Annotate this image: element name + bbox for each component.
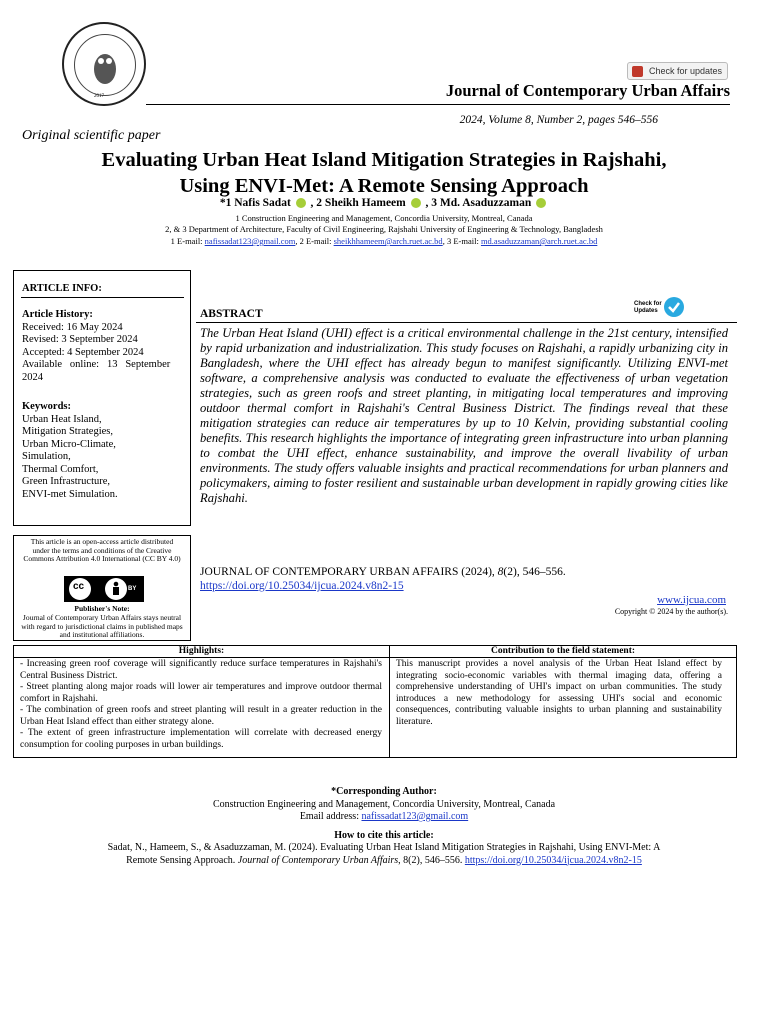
header-rule [146, 104, 730, 105]
orcid-icon[interactable] [536, 198, 546, 208]
publisher-note: Journal of Contemporary Urban Affairs stays neutral with regard to jurisdictional claims in published maps and institutional affiliations. [21, 613, 183, 639]
journal-logo [62, 22, 146, 106]
checkmark-icon [664, 297, 684, 317]
corresponding-affiliation: Construction Engineering and Management, Concordia University, Montreal, Canada [212, 798, 556, 810]
email-link[interactable]: sheikhhameem@arch.ruet.ac.bd [333, 236, 443, 246]
info-rule [21, 297, 184, 298]
revised-date: Revised: 3 September 2024 [22, 334, 138, 345]
article-history [22, 309, 186, 384]
check-updates-badge[interactable] [634, 297, 686, 317]
keyword-item: Green Infrastructure, [22, 476, 111, 487]
owl-emblem-icon [74, 34, 136, 96]
citation-journal: JOURNAL OF CONTEMPORARY URBAN AFFAIRS (2024), [200, 566, 495, 578]
copyright: Copyright © 2024 by the author(s). [614, 607, 728, 616]
orcid-icon[interactable] [296, 198, 306, 208]
paper-type: Original scientific paper [22, 128, 161, 143]
author-emails [0, 236, 768, 246]
keyword-item: ENVI-met Simulation. [22, 488, 118, 500]
paper-title [0, 147, 768, 199]
abstract-text: The Urban Heat Island (UHI) effect is a critical environmental challenge in the 21st century, intensified by rapid urbanization and industrialization. This study focuses on Rajshahi, a rapidly urbanizing city in Bangladesh, where the UHI effect has already begun to manifest significantly. Utilizing ENVI-met software, a comprehensive analysis was conducted to evaluate the effectiveness of urban vegetation strategies, such as green roofs and street planting, in mitigating local temperatures and improving outdoor thermal comfort in Rajshahi's Central Business District. The findings reveal that these mitigation strategies can reduce air temperatures by up to 10 Kelvin, providing substantial cooling benefits. This research highlights the importance of integrating green infrastructure into urban planning to combat the UHI effect, enhance sustainability, and improve the overall livability of urban environments. The study offers valuable insights and practical recommendations for urban planners and policymakers, aiming to foster resilient and sustainable urban development in rapidly growing cities like Rajshahi. [200, 326, 728, 505]
author-2: , 2 Sheikh Hameem [310, 197, 406, 209]
corresponding-email-link[interactable]: nafissadat123@gmail.com [361, 811, 469, 822]
cite-doi-link[interactable]: https://doi.org/10.25034/ijcua.2024.v8n2-15 [464, 854, 642, 866]
corresponding-heading: *Corresponding Author: [331, 786, 437, 797]
corresponding-email-line [0, 811, 768, 824]
accepted-date: Accepted: 4 September 2024 [22, 346, 144, 358]
license-text: This article is an open-access article distributed under the terms and conditions of the Creative Commons Attribution 4.0 International (CC BY 4.0) [23, 537, 181, 563]
list-item: - The extent of green infrastructure implementation will correlate with decreased energy consumption for cooling purposes in urban buildings. [20, 728, 382, 750]
keyword-item: Urban Heat Island, [22, 413, 102, 425]
by-label: BY [128, 586, 137, 592]
available-year: 2024 [22, 371, 43, 383]
affiliation-2: 2, & 3 Department of Architecture, Faculty of Civil Engineering, Rajshahi University of Engineering & Technology, Bangladesh [165, 224, 603, 234]
cite-journal: Journal of Contemporary Urban Affairs [237, 854, 399, 866]
highlights-list [20, 659, 382, 751]
keyword-item: Thermal Comfort, [22, 463, 99, 475]
citation-line [200, 566, 566, 578]
keyword-item: Urban Micro-Climate, [22, 438, 116, 450]
logo-year: 2017 [94, 94, 104, 99]
author-3: , 3 Md. Asaduzzaman [425, 197, 532, 209]
list-item: - Increasing green roof coverage will significantly reduce surface temperatures in Rajshahi's Central Business District. [20, 659, 382, 681]
cite-heading: How to cite this article: [334, 829, 434, 841]
author-list [0, 197, 768, 209]
author-1: *1 Nafis Sadat [219, 197, 291, 209]
highlights-table [13, 645, 737, 758]
license-box [13, 535, 191, 641]
table-header-rule [14, 657, 736, 658]
check-for-updates-button[interactable] [627, 62, 728, 80]
citation-volume: 8 [497, 566, 504, 578]
volume-line: 2024, Volume 8, Number 2, pages 546–556 [459, 114, 658, 126]
email-link[interactable]: md.asaduzzaman@arch.ruet.ac.bd [480, 236, 598, 246]
keyword-item: Simulation, [22, 451, 71, 462]
publisher-note-heading: Publisher's Note: [74, 604, 130, 613]
table-column-divider [389, 646, 390, 757]
article-info-box [13, 270, 191, 526]
cc-icon [69, 578, 91, 600]
website-link[interactable]: www.ijcua.com [657, 594, 726, 606]
cc-icon-label: cc [73, 581, 85, 592]
orcid-icon[interactable] [411, 198, 421, 208]
updates-badge-label: Check for Updates [634, 301, 662, 314]
journal-name: Journal of Contemporary Urban Affairs [445, 81, 730, 100]
corresponding-block [0, 786, 768, 867]
email-label: Email address: [299, 811, 362, 822]
title-line-1: Evaluating Urban Heat Island Mitigation Strategies in Rajshahi, [101, 149, 667, 171]
email-link[interactable]: nafissadat123@gmail.com [204, 236, 296, 246]
title-line-2: Using ENVI-Met: A Remote Sensing Approach [179, 175, 589, 197]
email-label: , 2 E-mail: [295, 236, 334, 246]
available-date: Available online: 13 September [22, 359, 171, 370]
contribution-heading: Contribution to the field statement: [490, 646, 636, 656]
list-item: - The combination of green roofs and street planting will result in a greater reduction in the Urban Heat Island effect than either strategy alone. [20, 705, 382, 727]
history-heading: Article History: [22, 309, 93, 320]
email-label: 1 E-mail: [170, 236, 205, 246]
keyword-item: Mitigation Strategies, [22, 426, 113, 437]
abstract-rule [196, 322, 737, 323]
attribution-icon [105, 578, 127, 600]
highlights-heading: Highlights: [178, 646, 225, 656]
crossmark-icon [632, 66, 643, 77]
cite-text-2: Remote Sensing Approach. [126, 854, 236, 866]
article-info-heading: ARTICLE INFO: [22, 283, 102, 294]
list-item: - Street planting along major roads will lower air temperatures and improve outdoor thermal comfort in Rajshahi. [20, 682, 382, 704]
email-label: , 3 E-mail: [442, 236, 481, 246]
citation-issue: (2), 546–556. [503, 566, 566, 578]
cc-by-logo[interactable] [64, 576, 144, 602]
cite-line-2 [0, 855, 768, 868]
doi-link[interactable]: https://doi.org/10.25034/ijcua.2024.v8n2-15 [200, 580, 404, 592]
abstract-heading: ABSTRACT [200, 308, 263, 320]
keywords-block [22, 401, 186, 501]
received-date: Received: 16 May 2024 [22, 321, 123, 333]
check-updates-label: Check for updates [649, 66, 723, 76]
cite-volume: , 8(2), 546–556. [398, 854, 463, 866]
contribution-text: This manuscript provides a novel analysis of the Urban Heat Island effect by integrating socio-economic variables with thermal imaging data, offering a comprehensive understanding of UHI's impact on urban communities. The study introduces a new methodology for assessing UHI's social and economic consequences, contributing valuable insights to urban planning and sustainability literature. [396, 659, 722, 727]
affiliation-1: 1 Construction Engineering and Management, Concordia University, Montreal, Canada [235, 213, 533, 223]
cite-text: Sadat, N., Hameem, S., & Asaduzzaman, M. (2024). Evaluating Urban Heat Island Mitigation Strategies in Rajshahi, Using ENVI-Met: A [107, 842, 661, 853]
keywords-heading: Keywords: [22, 401, 71, 412]
